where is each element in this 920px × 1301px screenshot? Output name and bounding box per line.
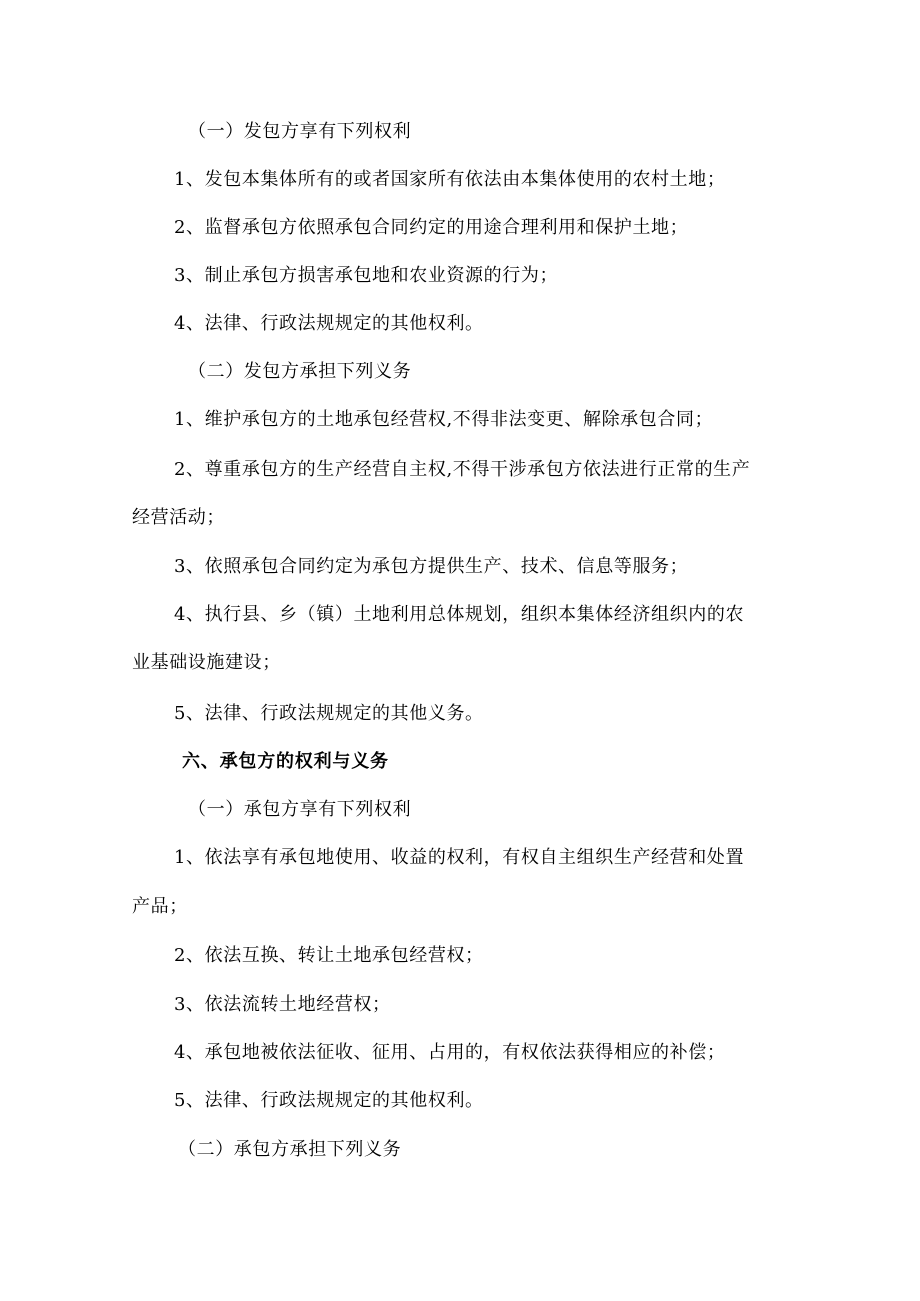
list-item: 3、依照承包合同约定为承包方提供生产、技术、信息等服务； — [174, 556, 689, 577]
list-item-continuation: 业基础设施建设； — [132, 652, 281, 673]
list-item: 1、维护承包方的土地承包经营权,不得非法变更、解除承包合同； — [174, 409, 714, 430]
list-item: 4、法律、行政法规规定的其他权利。 — [174, 313, 484, 334]
list-item: 5、法律、行政法规规定的其他义务。 — [174, 703, 484, 724]
list-item-continuation: 经营活动； — [132, 507, 225, 528]
list-item: 1、发包本集体所有的或者国家所有依法由本集体使用的农村土地； — [174, 169, 726, 190]
list-item: 4、承包地被依法征收、征用、占用的，有权依法获得相应的补偿； — [174, 1042, 726, 1063]
list-item: 2、依法互换、转让土地承包经营权； — [174, 945, 484, 966]
list-item: 3、制止承包方损害承包地和农业资源的行为； — [174, 265, 559, 286]
list-item: 1、依法享有承包地使用、收益的权利，有权自主组织生产经营和处置 — [174, 847, 745, 868]
section-heading: 六、承包方的权利与义务 — [182, 751, 389, 772]
list-item: 2、监督承包方依照承包合同约定的用途合理利用和保护土地； — [174, 217, 689, 238]
subsection-heading: （二）承包方承担下列义务 — [178, 1139, 402, 1160]
list-item: 5、法律、行政法规规定的其他权利。 — [174, 1090, 484, 1111]
list-item: 4、执行县、乡（镇）土地利用总体规划，组织本集体经济组织内的农 — [174, 604, 745, 625]
list-item-continuation: 产品； — [132, 896, 188, 917]
subsection-heading: （一）发包方享有下列权利 — [188, 121, 412, 142]
subsection-heading: （一）承包方享有下列权利 — [188, 799, 412, 820]
list-item: 3、依法流转土地经营权； — [174, 994, 391, 1015]
subsection-heading: （二）发包方承担下列义务 — [188, 361, 412, 382]
list-item: 2、尊重承包方的生产经营自主权,不得干涉承包方依法进行正常的生产 — [174, 459, 751, 480]
